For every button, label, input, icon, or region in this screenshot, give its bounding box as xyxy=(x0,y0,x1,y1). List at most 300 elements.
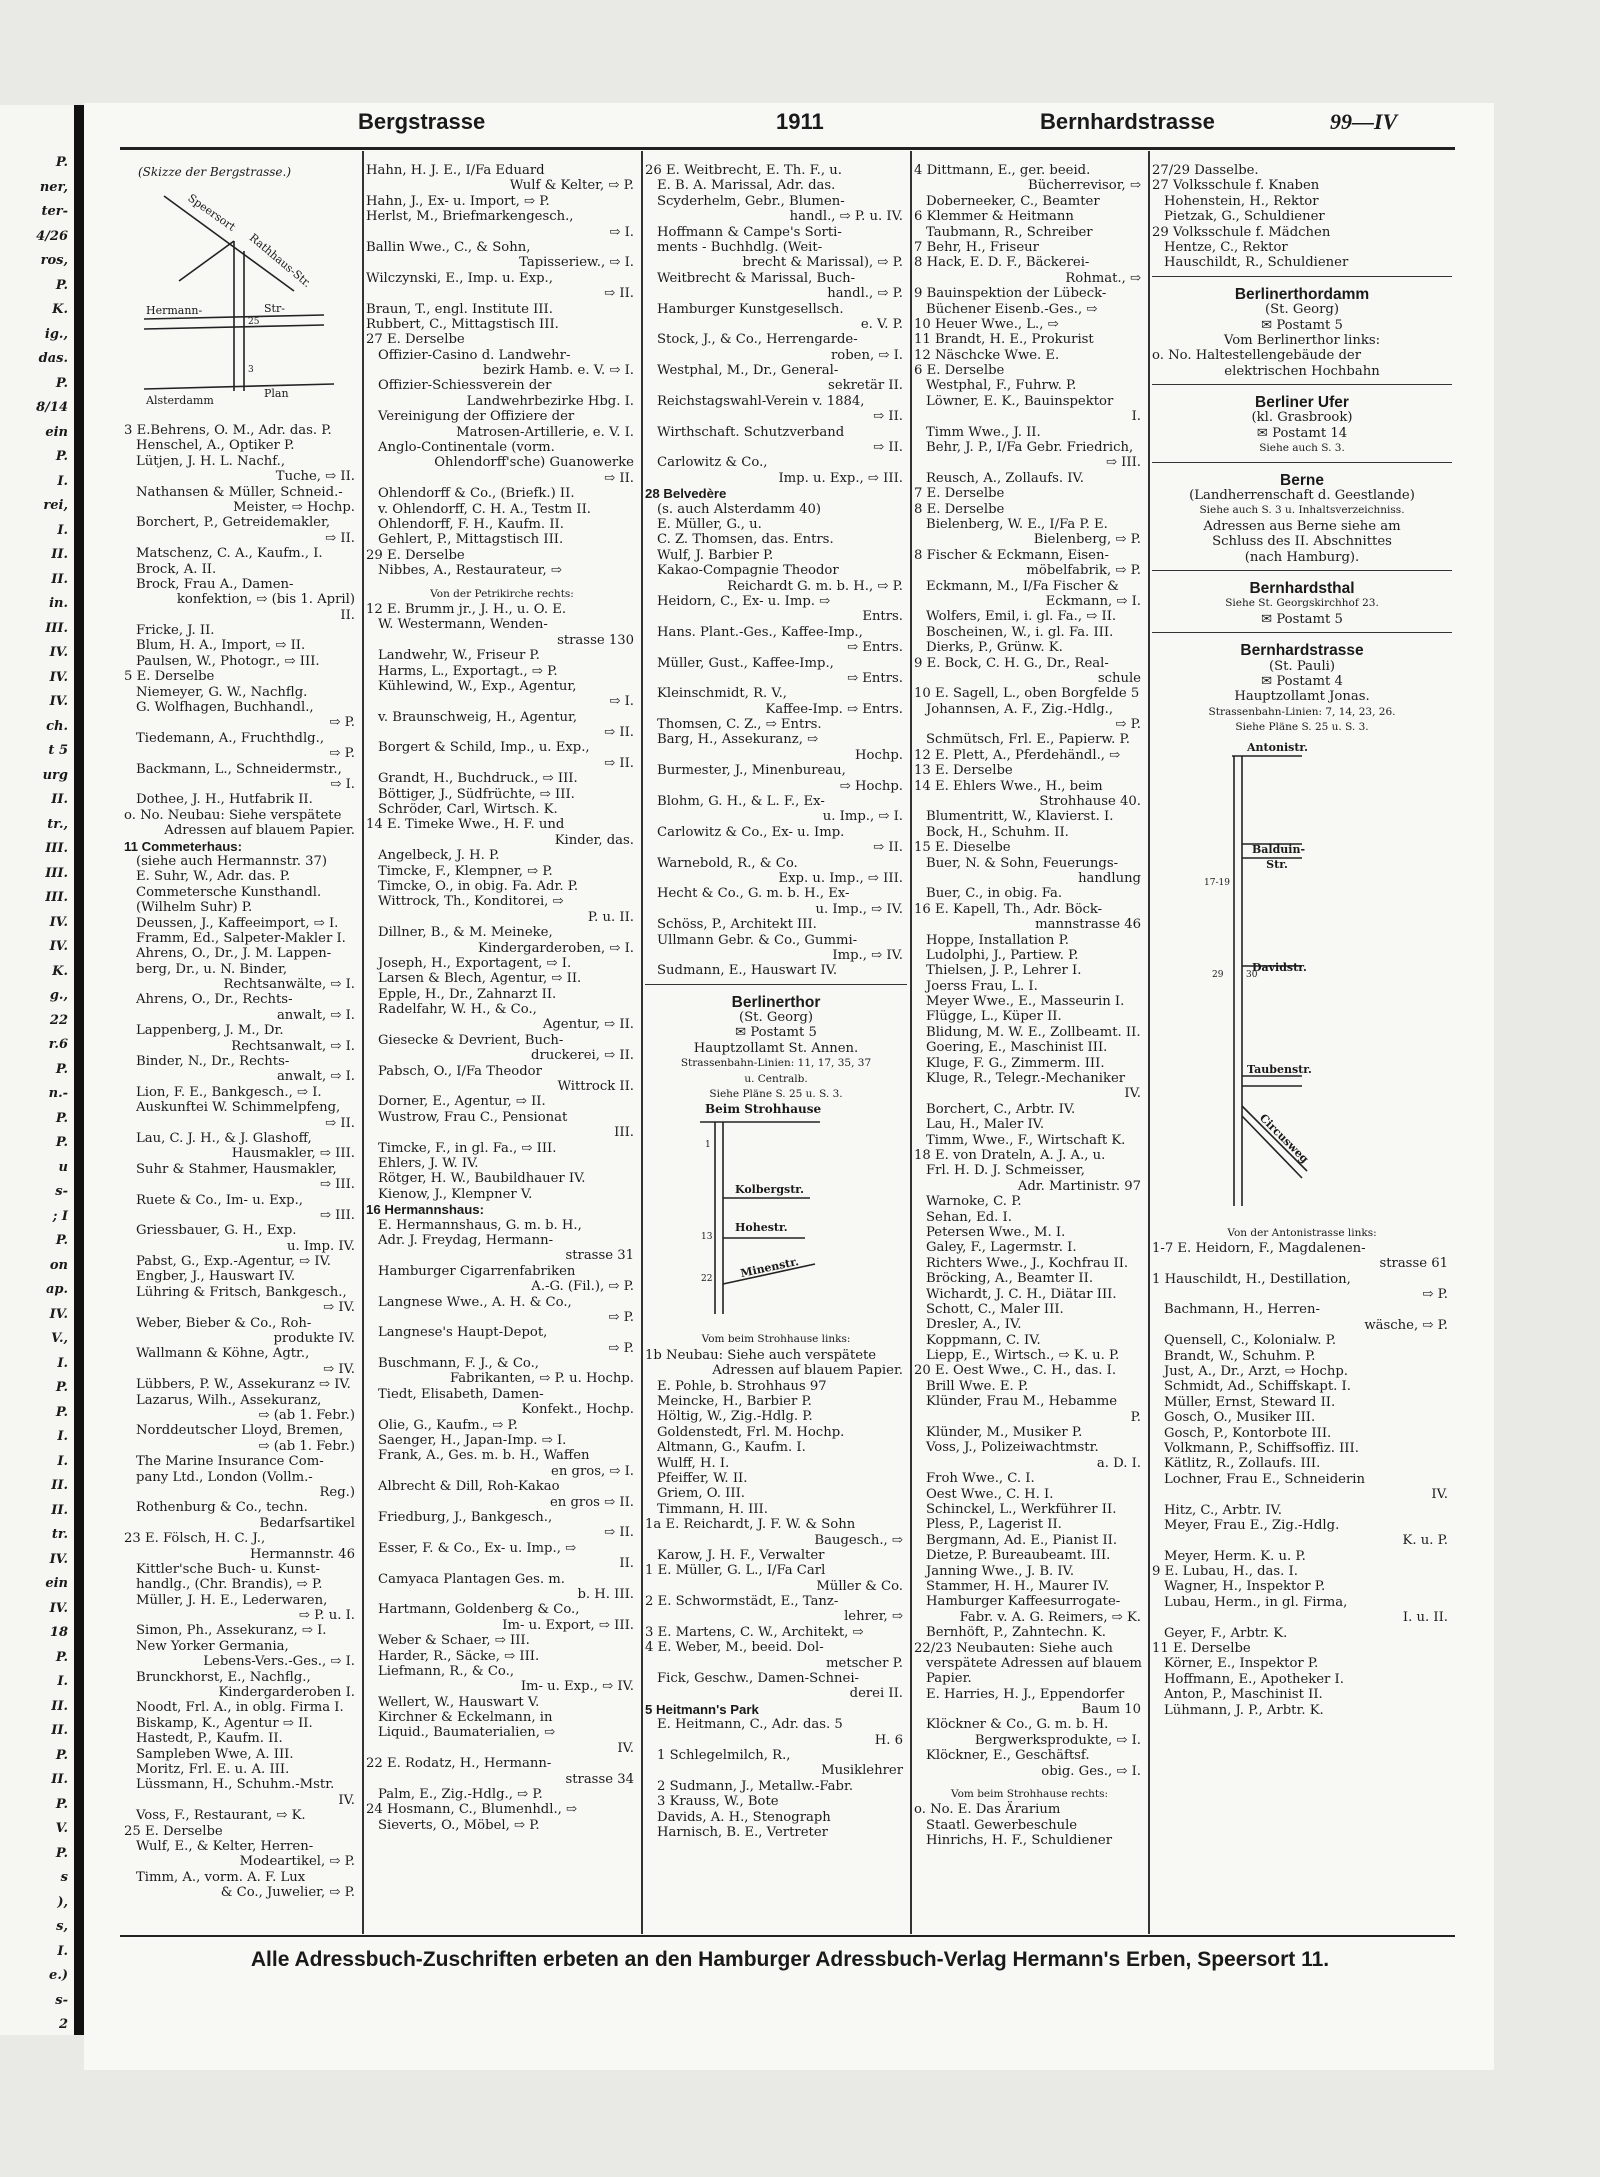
prev-page-fragment: 22 xyxy=(49,1012,68,1028)
directory-entry-line: 18 E. von Drateln, A. J. A., u. xyxy=(914,1148,1106,1163)
directory-entry-line: Rohmat., ⇨ xyxy=(1065,270,1141,286)
street-info-line: Siehe auch S. 3 u. Inhaltsverzeichniss. xyxy=(1199,504,1405,517)
directory-entry-line: 6 Klemmer & Heitmann xyxy=(914,209,1074,225)
directory-entry-line: Simon, Ph., Assekuranz, ⇨ I. xyxy=(136,1623,327,1639)
prev-page-fragment: u xyxy=(58,1159,68,1175)
directory-entry-line: Schröder, Carl, Wirtsch. K. xyxy=(378,802,558,818)
column-rule xyxy=(362,151,364,1934)
footer-rule xyxy=(120,1935,1455,1937)
prev-page-fragment: ter- xyxy=(41,204,68,219)
directory-entry-line: (Wilhelm Suhr) P. xyxy=(136,900,253,916)
directory-entry-line: 16 Hermannshaus: xyxy=(366,1202,484,1218)
directory-entry-line: Brill Wwe. E. P. xyxy=(926,1378,1029,1394)
directory-entry-line: Geyer, F., Arbtr. K. xyxy=(1164,1625,1288,1641)
directory-entry-line: Weitbrecht & Marissal, Buch- xyxy=(657,270,856,286)
directory-entry-line: Pless, P., Lagerist II. xyxy=(926,1517,1062,1533)
previous-page-edge xyxy=(0,105,74,2035)
directory-entry-line: Timm, Wwe., F., Wirtschaft K. xyxy=(926,1132,1126,1148)
directory-entry-line: 12 Näschcke Wwe. E. xyxy=(914,347,1060,363)
directory-entry-line: Bedarfsartikel xyxy=(259,1515,355,1531)
directory-entry-line: Ballin Wwe., C., & Sohn, xyxy=(366,239,531,255)
sketch-label-speersort: Speersort xyxy=(185,191,238,234)
prev-page-fragment: P. xyxy=(55,1380,68,1395)
directory-entry-line: Saenger, H., Japan-Imp. ⇨ I. xyxy=(378,1433,567,1449)
directory-entry-line: Carlowitz & Co., xyxy=(657,455,768,471)
directory-entry-line: ⇨ Entrs. xyxy=(847,640,903,656)
directory-entry-line: Henschel, A., Optiker P. xyxy=(136,438,295,454)
directory-entry-line: derei II. xyxy=(849,1686,903,1702)
prev-page-fragment: II. xyxy=(51,1478,68,1493)
directory-entry-line: Kinder, das. xyxy=(554,832,634,848)
directory-entry-line: & Co., Juwelier, ⇨ P. xyxy=(220,1885,355,1901)
directory-entry-line: Lühmann, J. P., Arbtr. K. xyxy=(1164,1702,1324,1718)
directory-entry-line: Suhr & Stahmer, Hausmakler, xyxy=(136,1161,337,1177)
directory-entry-line: Tapisseriew., ⇨ I. xyxy=(519,255,634,271)
directory-entry-line: Heidorn, C., Ex- u. Imp. ⇨ xyxy=(657,593,831,609)
directory-entry-line: Blum, H. A., Import, ⇨ II. xyxy=(136,638,306,654)
directory-entry-line: strasse 61 xyxy=(1379,1256,1448,1272)
street-info-line: Von der Petrikirche rechts: xyxy=(430,587,574,600)
directory-entry-line: E. Hermannshaus, G. m. b. H., xyxy=(378,1217,582,1233)
directory-entry-line: Fricke, J. II. xyxy=(136,623,215,639)
directory-entry-line: obig. Ges., ⇨ I. xyxy=(1041,1763,1141,1779)
prev-page-fragment: III. xyxy=(45,890,68,905)
directory-entry-line: Biskamp, K., Agentur ⇨ II. xyxy=(136,1715,313,1731)
directory-entry-line: Gosch, O., Musiker III. xyxy=(1164,1410,1316,1426)
directory-entry-line: Nathansen & Müller, Schneid.- xyxy=(136,484,343,500)
directory-entry-line: strasse 34 xyxy=(565,1771,634,1787)
directory-entry-line: Reg.) xyxy=(319,1484,355,1500)
directory-entry-line: Hausmakler, ⇨ III. xyxy=(231,1146,355,1162)
directory-entry-line: ⇨ P. u. I. xyxy=(298,1608,355,1624)
prev-page-fragment: IV. xyxy=(49,1306,68,1322)
directory-entry-line: E. Suhr, W., Adr. das. P. xyxy=(136,869,291,885)
prev-page-fragment: ner, xyxy=(39,179,68,195)
column-rule xyxy=(1148,151,1150,1934)
directory-entry-line: Langnese's Haupt-Depot, xyxy=(378,1325,548,1341)
directory-entry-line: Baugesch., ⇨ xyxy=(814,1532,903,1548)
directory-entry-line: Harnisch, B. E., Vertreter xyxy=(657,1824,828,1840)
prev-page-fragment: III. xyxy=(45,620,68,636)
directory-entry-line: Angelbeck, J. H. P. xyxy=(378,848,500,864)
directory-entry-line: Thielsen, J. P., Lehrer I. xyxy=(926,963,1082,979)
directory-entry-line: 2 E. Schwormstädt, E., Tanz- xyxy=(645,1594,839,1610)
directory-entry-line: Joseph, H., Exportagent, ⇨ I. xyxy=(378,955,572,971)
directory-entry-line: möbelfabrik, ⇨ P. xyxy=(1026,563,1141,579)
directory-entry-line: ⇨ II. xyxy=(604,470,634,486)
prev-page-fragment: tr., xyxy=(47,816,68,832)
directory-entry-line: Staatl. Gewerbeschule xyxy=(926,1817,1078,1833)
directory-entry-line: Doberneeker, C., Beamter xyxy=(926,193,1100,209)
directory-entry-line: Rötger, H. W., Baubildhauer IV. xyxy=(378,1171,586,1187)
directory-entry-line: Exp. u. Imp., ⇨ III. xyxy=(778,870,903,886)
prev-page-fragment: I. xyxy=(57,1943,68,1959)
directory-entry-line: Kätlitz, R., Zollaufs. III. xyxy=(1164,1456,1321,1472)
directory-entry-line: 26 E. Weitbrecht, E. Th. F., u. xyxy=(645,163,842,178)
directory-entry-line: Weber & Schaer, ⇨ III. xyxy=(378,1633,530,1649)
directory-entry-line: Kühlewind, W., Exp., Agentur, xyxy=(378,678,577,694)
directory-entry-line: Timm Wwe., J. II. xyxy=(926,424,1041,440)
street-heading: Bernhardsthal xyxy=(1249,579,1355,597)
street-info-line: u. Centralb. xyxy=(744,1072,808,1085)
directory-entry-line: Meister, ⇨ Hochp. xyxy=(233,499,355,515)
directory-entry-line: anwalt, ⇨ I. xyxy=(276,1007,355,1023)
prev-page-fragment: ; I xyxy=(52,1208,68,1224)
directory-entry-line: Pietzak, G., Schuldiener xyxy=(1164,209,1325,225)
directory-entry-line: Frank, A., Ges. m. b. H., Waffen xyxy=(378,1448,590,1464)
directory-entry-line: lehrer, ⇨ xyxy=(844,1609,903,1625)
sketch-label-rathhaus: Rathhaus-Str. xyxy=(246,231,314,291)
column-rule xyxy=(641,151,643,1934)
directory-entry-line: Wichardt, J. C. H., Diätar III. xyxy=(926,1286,1117,1302)
directory-entry-line: Büchener Eisenb.-Ges., ⇨ xyxy=(926,301,1098,317)
directory-entry-line: Altmann, G., Kaufm. I. xyxy=(657,1440,806,1456)
directory-entry-line: 6 E. Derselbe xyxy=(914,363,1005,379)
directory-entry-line: E. Harries, H. J., Eppendorfer xyxy=(926,1686,1125,1702)
street-info-line: (St. Georg) xyxy=(1264,302,1340,318)
prev-page-fragment: V., xyxy=(51,1331,68,1346)
sketch-label-str: Str- xyxy=(264,302,285,315)
directory-entry-line: Ohlendorff & Co., (Briefk.) II. xyxy=(378,486,575,502)
prev-page-fragment: II. xyxy=(51,547,68,562)
prev-page-fragment: P. xyxy=(55,1233,68,1248)
directory-entry-line: Lüssmann, H., Schuhm.-Mstr. xyxy=(136,1777,335,1793)
directory-entry-line: 1 Hauschildt, H., Destillation, xyxy=(1152,1271,1351,1287)
directory-entry-line: III. xyxy=(614,1125,634,1141)
prev-page-fragment: s- xyxy=(55,1992,68,2008)
prev-page-fragment: ), xyxy=(57,1894,68,1910)
prev-page-fragment: IV. xyxy=(49,1551,68,1567)
directory-entry-line: Rothenburg & Co., techn. xyxy=(136,1500,308,1516)
directory-entry-line: 29 E. Derselbe xyxy=(366,547,465,563)
directory-entry-line: Hoppe, Installation P. xyxy=(926,932,1069,948)
directory-entry-line: Moritz, Frl. E. u. A. III. xyxy=(136,1761,290,1777)
directory-entry-line: Barg, H., Assekuranz, ⇨ xyxy=(657,732,819,748)
directory-entry-line: Tiedemann, A., Fruchthdlg., xyxy=(136,730,325,746)
street-heading: Berliner Ufer xyxy=(1255,394,1349,412)
directory-entry-line: u. Imp. IV. xyxy=(286,1238,355,1254)
directory-entry-line: 12 E. Plett, A., Pferdehändl., ⇨ xyxy=(914,747,1121,763)
directory-entry-line xyxy=(914,1779,1145,1787)
directory-entry-line: Liquid., Baumaterialien, ⇨ xyxy=(378,1725,556,1741)
prev-page-fragment: IV. xyxy=(49,645,68,660)
directory-entry-line: Dillner, B., & M. Meineke, xyxy=(378,925,553,941)
prev-page-fragment: n.- xyxy=(48,1086,68,1101)
street-info-line: Hauptzollamt St. Annen. xyxy=(693,1040,859,1056)
directory-entry-line: 29 Volksschule f. Mädchen xyxy=(1152,224,1331,240)
directory-entry-line: ⇨ II. xyxy=(604,755,634,771)
directory-entry-line: Albrecht & Dill, Roh-Kakao xyxy=(378,1479,560,1495)
street-info-line: Schluss des II. Abschnittes xyxy=(1212,534,1392,550)
prev-page-fragment: IV. xyxy=(49,939,68,954)
street-heading: Berlinerthordamm xyxy=(1234,285,1370,303)
directory-entry-line: Ohlendorff'sche) Guanowerke xyxy=(434,455,634,471)
directory-entry-line: Klöckner, E., Geschäftsf. xyxy=(926,1748,1090,1764)
directory-entry-line: Hartmann, Goldenberg & Co., xyxy=(378,1602,580,1618)
directory-entry-line: Lübbers, P. W., Assekuranz ⇨ IV. xyxy=(136,1377,351,1393)
prev-page-fragment: K. xyxy=(52,302,68,317)
sketch-label-davidstr: Davidstr. xyxy=(1252,960,1307,974)
directory-entry-line: bezirk Hamb. e. V. ⇨ I. xyxy=(482,363,634,379)
directory-entry-line: Richters Wwe., J., Kochfrau II. xyxy=(926,1255,1129,1271)
street-info-line: Siehe Pläne S. 25 u. S. 3. xyxy=(709,1088,843,1101)
directory-entry-line: Deussen, J., Kaffeeimport, ⇨ I. xyxy=(136,915,339,931)
page-gutter xyxy=(74,105,84,2035)
directory-entry-line: Weber, Bieber & Co., Roh- xyxy=(136,1315,312,1331)
directory-entry-line: Dresler, A., IV. xyxy=(926,1317,1022,1333)
directory-entry-line: 25 E. Derselbe xyxy=(124,1823,223,1839)
directory-entry-line: Gehlert, P., Mittagstisch III. xyxy=(378,532,564,548)
directory-entry-line: Sehan, Ed. I. xyxy=(926,1209,1012,1225)
street-info-line: ✉ Postamt 5 xyxy=(735,1025,817,1041)
directory-entry-line: Giesecke & Devrient, Buch- xyxy=(378,1032,564,1048)
directory-entry-line: handlung xyxy=(1078,870,1141,886)
directory-entry-line: 24 Hosmann, C., Blumenhdl., ⇨ xyxy=(366,1802,578,1818)
directory-entry-line: 4 E. Weber, M., beeid. Dol- xyxy=(645,1640,824,1656)
directory-entry-line: Reichardt G. m. b. H., ⇨ P. xyxy=(727,578,903,594)
directory-entry-line: K. u. P. xyxy=(1402,1533,1448,1549)
directory-entry-line: Esser, F. & Co., Ex- u. Imp., ⇨ xyxy=(378,1540,577,1556)
directory-entry-line: Eckmann, ⇨ I. xyxy=(1045,593,1141,609)
prev-page-fragment: IV. xyxy=(49,669,68,685)
directory-entry-line: Müller & Co. xyxy=(816,1578,903,1594)
sketch-label-antonistr: Antonistr. xyxy=(1247,740,1309,754)
sketch-number: 17-19 xyxy=(1204,877,1230,888)
directory-entry-line: Framm, Ed., Salpeter-Makler I. xyxy=(136,930,346,946)
directory-entry-line: Grandt, H., Buchdruck., ⇨ III. xyxy=(378,771,578,787)
directory-entry-line: Kluge, F. G., Zimmerm. III. xyxy=(926,1055,1105,1071)
prev-page-fragment: P. xyxy=(55,449,68,464)
directory-entry-line: Binder, N., Dr., Rechts- xyxy=(136,1054,290,1070)
bernhardstrasse-sketch-map xyxy=(1152,736,1452,1226)
directory-entry-line: Blohm, G. H., & L. F., Ex- xyxy=(657,794,825,810)
section-divider xyxy=(1152,462,1452,473)
directory-entry-line: Stammer, H. H., Maurer IV. xyxy=(926,1578,1110,1594)
prev-page-fragment: 4/26 xyxy=(36,228,68,244)
prev-page-fragment: I. xyxy=(57,1429,68,1444)
directory-entry-line: Adressen auf blauem Papier. xyxy=(712,1363,903,1379)
directory-entry-line: Burmester, J., Minenbureau, xyxy=(657,763,846,779)
directory-entry-line: Voss, J., Polizeiwachtmstr. xyxy=(926,1440,1099,1456)
prev-page-fragment: II. xyxy=(51,1772,68,1787)
directory-entry-line: Brock, A. II. xyxy=(136,561,217,577)
directory-entry-line: Kleinschmidt, R. V., xyxy=(657,686,787,702)
directory-entry-line: Wallmann & Köhne, Agtr., xyxy=(136,1346,310,1362)
directory-entry-line: Kluge, R., Telegr.-Mechaniker xyxy=(926,1071,1126,1087)
directory-entry-line: wäsche, ⇨ P. xyxy=(1364,1317,1448,1333)
directory-entry-line: ⇨ II. xyxy=(604,286,634,302)
directory-entry-line: Harms, L., Exportagt., ⇨ P. xyxy=(378,663,558,679)
directory-entry-line: Hastedt, P., Kaufm. II. xyxy=(136,1731,283,1747)
bergstrasse-sketch-map xyxy=(124,163,359,423)
directory-entry-line: 27/29 Dasselbe. xyxy=(1152,163,1259,178)
directory-entry-line: Thomsen, C. Z., ⇨ Entrs. xyxy=(657,717,822,733)
directory-entry-line: Vereinigung der Offiziere der xyxy=(378,409,575,425)
sketch-label-plan: Plan xyxy=(264,387,289,400)
directory-entry-line: Klünder, Frau M., Hebamme xyxy=(926,1394,1118,1410)
directory-entry-line: E. B. A. Marissal, Adr. das. xyxy=(657,178,836,194)
directory-entry-line: Bröcking, A., Beamter II. xyxy=(926,1271,1094,1287)
directory-entry-line: a. D. I. xyxy=(1096,1455,1141,1471)
directory-entry-line: Hamburger Cigarrenfabriken xyxy=(378,1263,576,1279)
prev-page-fragment: II. xyxy=(51,571,68,587)
directory-entry-line: Musiklehrer xyxy=(821,1763,903,1779)
directory-entry-line: ⇨ (ab 1. Febr.) xyxy=(258,1408,355,1423)
sketch-number: 13 xyxy=(701,1232,713,1243)
directory-entry-line: H. 6 xyxy=(874,1732,903,1748)
directory-entry-line: Epple, H., Dr., Zahnarzt II. xyxy=(378,986,557,1002)
directory-entry-line: (s. auch Alsterdamm 40) xyxy=(657,501,822,517)
sketch-label-alsterdamm: Alsterdamm xyxy=(146,394,214,407)
directory-entry-line: produkte IV. xyxy=(273,1331,355,1347)
directory-entry-line: pany Ltd., London (Vollm.- xyxy=(136,1469,313,1485)
directory-entry-line: Boscheinen, W., i. gl. Fa. III. xyxy=(926,624,1114,640)
directory-entry-line: Buer, C., in obig. Fa. xyxy=(926,886,1063,902)
directory-entry-line: 1 Schlegelmilch, R., xyxy=(657,1747,791,1763)
directory-entry-line: b. H. III. xyxy=(577,1586,634,1602)
directory-entry-line: Oest Wwe., C. H. I. xyxy=(926,1486,1054,1502)
directory-entry-line: Behr, J. P., I/Fa Gebr. Friedrich, xyxy=(926,440,1134,456)
sketch-label-minenstr: Minenstr. xyxy=(739,1255,800,1281)
directory-page xyxy=(84,103,1494,2070)
directory-entry-line: ⇨ III. xyxy=(319,1207,355,1223)
directory-entry-line: Noodt, Frl. A., in oblg. Firma I. xyxy=(136,1700,344,1716)
directory-entry-line: Klünder, M., Musiker P. xyxy=(926,1425,1083,1441)
street-info-line: Von der Antonistrasse links: xyxy=(1227,1226,1377,1239)
prev-page-fragment: II. xyxy=(51,1502,68,1518)
directory-entry-line: 11 Commeterhaus: xyxy=(124,838,242,854)
directory-entry-line: Commetersche Kunsthandl. xyxy=(136,884,322,900)
directory-entry-line: Baum 10 xyxy=(1081,1702,1141,1718)
directory-entry-line: Kienow, J., Klempner V. xyxy=(378,1186,533,1202)
directory-entry-line: 5 Heitmann's Park xyxy=(645,1701,759,1717)
directory-entry-line: Hoffmann & Campe's Sorti- xyxy=(657,224,842,240)
directory-entry-line: Ullmann Gebr. & Co., Gummi- xyxy=(657,932,858,948)
directory-entry-line: Bielenberg, ⇨ P. xyxy=(1033,532,1141,548)
directory-entry-line: Bergmann, Ad. E., Pianist II. xyxy=(926,1532,1118,1548)
directory-entry-line: Brunckhorst, E., Nachflg., xyxy=(136,1669,311,1685)
street-info-line: (Landherrenschaft d. Geestlande) xyxy=(1189,488,1415,504)
prev-page-fragment: ein xyxy=(45,424,68,440)
prev-page-fragment: III. xyxy=(45,841,68,856)
directory-entry-line: 14 E. Timeke Wwe., H. F. und xyxy=(366,817,565,833)
street-heading: Bernhardstrasse xyxy=(1240,642,1364,660)
directory-entry-line: ⇨ II. xyxy=(325,1115,355,1131)
directory-entry-line: Quensell, C., Kolonialw. P. xyxy=(1164,1333,1337,1349)
directory-entry-line: Karow, J. H. F., Verwalter xyxy=(657,1547,825,1563)
prev-page-fragment: s- xyxy=(55,1184,68,1199)
directory-entry-line: Lütjen, J. H. L. Nachf., xyxy=(136,453,286,469)
directory-entry-line: Rubbert, C., Mittagstisch III. xyxy=(366,316,559,332)
directory-entry-line: Adr. Martinistr. 97 xyxy=(1017,1178,1141,1194)
directory-entry-line: Timmann, H. III. xyxy=(657,1501,768,1517)
directory-entry-line: Dierks, P., Grünw. K. xyxy=(926,640,1063,656)
directory-entry-line: Palm, E., Zig.-Hdlg., ⇨ P. xyxy=(378,1787,543,1803)
directory-entry-line: Borgert & Schild, Imp., u. Exp., xyxy=(378,740,590,756)
directory-entry-line: Timcke, F., in gl. Fa., ⇨ III. xyxy=(378,1140,557,1156)
directory-entry-line: 9 Bauinspektion der Lübeck- xyxy=(914,286,1107,302)
prev-page-fragment: P. xyxy=(55,1110,68,1126)
header-left-street: Bergstrasse xyxy=(358,109,486,134)
directory-entry-line: Eckmann, M., I/Fa Fischer & xyxy=(926,578,1119,594)
prev-page-fragment: P. xyxy=(55,1845,68,1861)
directory-entry-line: Hinrichs, H. F., Schuldiener xyxy=(926,1833,1113,1849)
sketch-label-kolbergstr: Kolbergstr. xyxy=(735,1183,804,1197)
directory-entry-line: Hamburger Kunstgesellsch. xyxy=(657,301,844,317)
directory-entry-line: strasse 31 xyxy=(565,1248,634,1264)
street-heading: Berlinerthor xyxy=(731,993,821,1011)
directory-entry-line: 11 Brandt, H. E., Prokurist xyxy=(914,332,1094,348)
prev-page-fragment: P. xyxy=(55,1404,68,1420)
directory-entry-line: Hauschildt, R., Schuldiener xyxy=(1164,255,1349,271)
directory-entry-line: Westphal, M., Dr., General- xyxy=(657,363,839,379)
directory-entry-line: Johannsen, A. F., Zig.-Hdlg., xyxy=(926,701,1114,717)
directory-entry-line: Sudmann, E., Hauswart IV. xyxy=(657,963,838,979)
directory-entry-line: Engber, J., Hauswart IV. xyxy=(136,1269,296,1285)
directory-entry-line: ments - Buchhdlg. (Weit- xyxy=(657,239,823,255)
directory-entry-line: Müller, Ernst, Steward II. xyxy=(1164,1394,1336,1410)
directory-entry-line: Bernhöft, P., Zahntechn. K. xyxy=(926,1625,1106,1641)
directory-entry-line: Hahn, H. J. E., I/Fa Eduard xyxy=(366,163,545,178)
prev-page-fragment: das. xyxy=(38,351,68,366)
prev-page-fragment: IV. xyxy=(49,694,68,709)
directory-entry-line: Bielenberg, W. E., I/Fa P. E. xyxy=(926,516,1108,532)
directory-entry-line: Niemeyer, G. W., Nachflg. xyxy=(136,684,308,700)
directory-entry-line: Schinckel, L., Werkführer II. xyxy=(926,1501,1117,1517)
prev-page-fragment: I. xyxy=(57,1453,68,1469)
directory-entry-line: The Marine Insurance Com- xyxy=(136,1454,324,1470)
prev-page-fragment: g., xyxy=(49,988,68,1003)
directory-entry-line: 27 Volksschule f. Knaben xyxy=(1152,178,1320,194)
directory-entry-line: Pfeiffer, W. II. xyxy=(657,1470,748,1486)
directory-entry-line: Im- u. Export, ⇨ III. xyxy=(502,1617,634,1633)
directory-entry-line: o. No. Haltestellengebäude der xyxy=(1152,348,1362,364)
directory-entry-line: ⇨ Entrs. xyxy=(847,670,903,686)
directory-entry-line: Hahn, J., Ex- u. Import, ⇨ P. xyxy=(366,193,550,209)
directory-entry-line: 5 E. Derselbe xyxy=(124,669,215,685)
directory-entry-line: Bücherrevisor, ⇨ xyxy=(1028,178,1141,194)
directory-entry-line: Kirchner & Eckelmann, in xyxy=(378,1710,553,1726)
directory-entry-line: Tiedt, Elisabeth, Damen- xyxy=(378,1386,544,1402)
directory-entry-line: Wulff, H. I. xyxy=(657,1455,730,1471)
directory-entry-line: Konfekt., Hochp. xyxy=(521,1402,634,1418)
sketch-label-circusweg: Circusweg xyxy=(1256,1110,1312,1166)
directory-entry-line: Ohlendorff, F. H., Kaufm. II. xyxy=(378,516,564,532)
directory-entry-line: Agentur, ⇨ II. xyxy=(542,1017,634,1033)
directory-entry-line: handl., ⇨ P. xyxy=(827,286,903,302)
directory-entry-line: ⇨ P. xyxy=(329,746,355,762)
publisher-footer: Alle Adressbuch-Zuschriften erbeten an den Hamburger Adressbuch-Verlag Hermann's Erben, Speersort 11. xyxy=(250,1948,1330,1971)
directory-entry-line: 22 E. Rodatz, H., Hermann- xyxy=(366,1756,552,1772)
street-info-line: Siehe Pläne S. 25 u. S. 3. xyxy=(1235,721,1369,734)
header-year: 1911 xyxy=(776,109,824,134)
directory-entry-line: Timcke, O., in obig. Fa. Adr. P. xyxy=(378,878,579,894)
prev-page-fragment: P. xyxy=(55,1649,68,1665)
directory-entry-line: metscher P. xyxy=(826,1655,903,1671)
prev-page-fragment: tr. xyxy=(51,1527,68,1542)
directory-entry-line: E. Müller, G., u. xyxy=(657,516,762,532)
prev-page-fragment: ein xyxy=(45,1576,68,1591)
directory-entry-line: Fabrikanten, ⇨ P. u. Hochp. xyxy=(449,1371,634,1387)
directory-entry-line: 14 E. Ehlers Wwe., H., beim xyxy=(914,778,1103,794)
directory-entry-line: verspätete Adressen auf blauem xyxy=(926,1655,1142,1671)
directory-entry-line: Blidung, M. W. E., Zollbeamt. II. xyxy=(926,1024,1141,1040)
directory-entry-line: Entrs. xyxy=(862,609,903,625)
directory-entry-line: Fabr. v. A. G. Reimers, ⇨ K. xyxy=(959,1609,1141,1625)
directory-entry-line: ⇨ P. xyxy=(329,715,355,731)
directory-entry-line: Harder, R., Säcke, ⇨ III. xyxy=(378,1648,540,1664)
directory-entry-line: ⇨ IV. xyxy=(323,1300,355,1316)
